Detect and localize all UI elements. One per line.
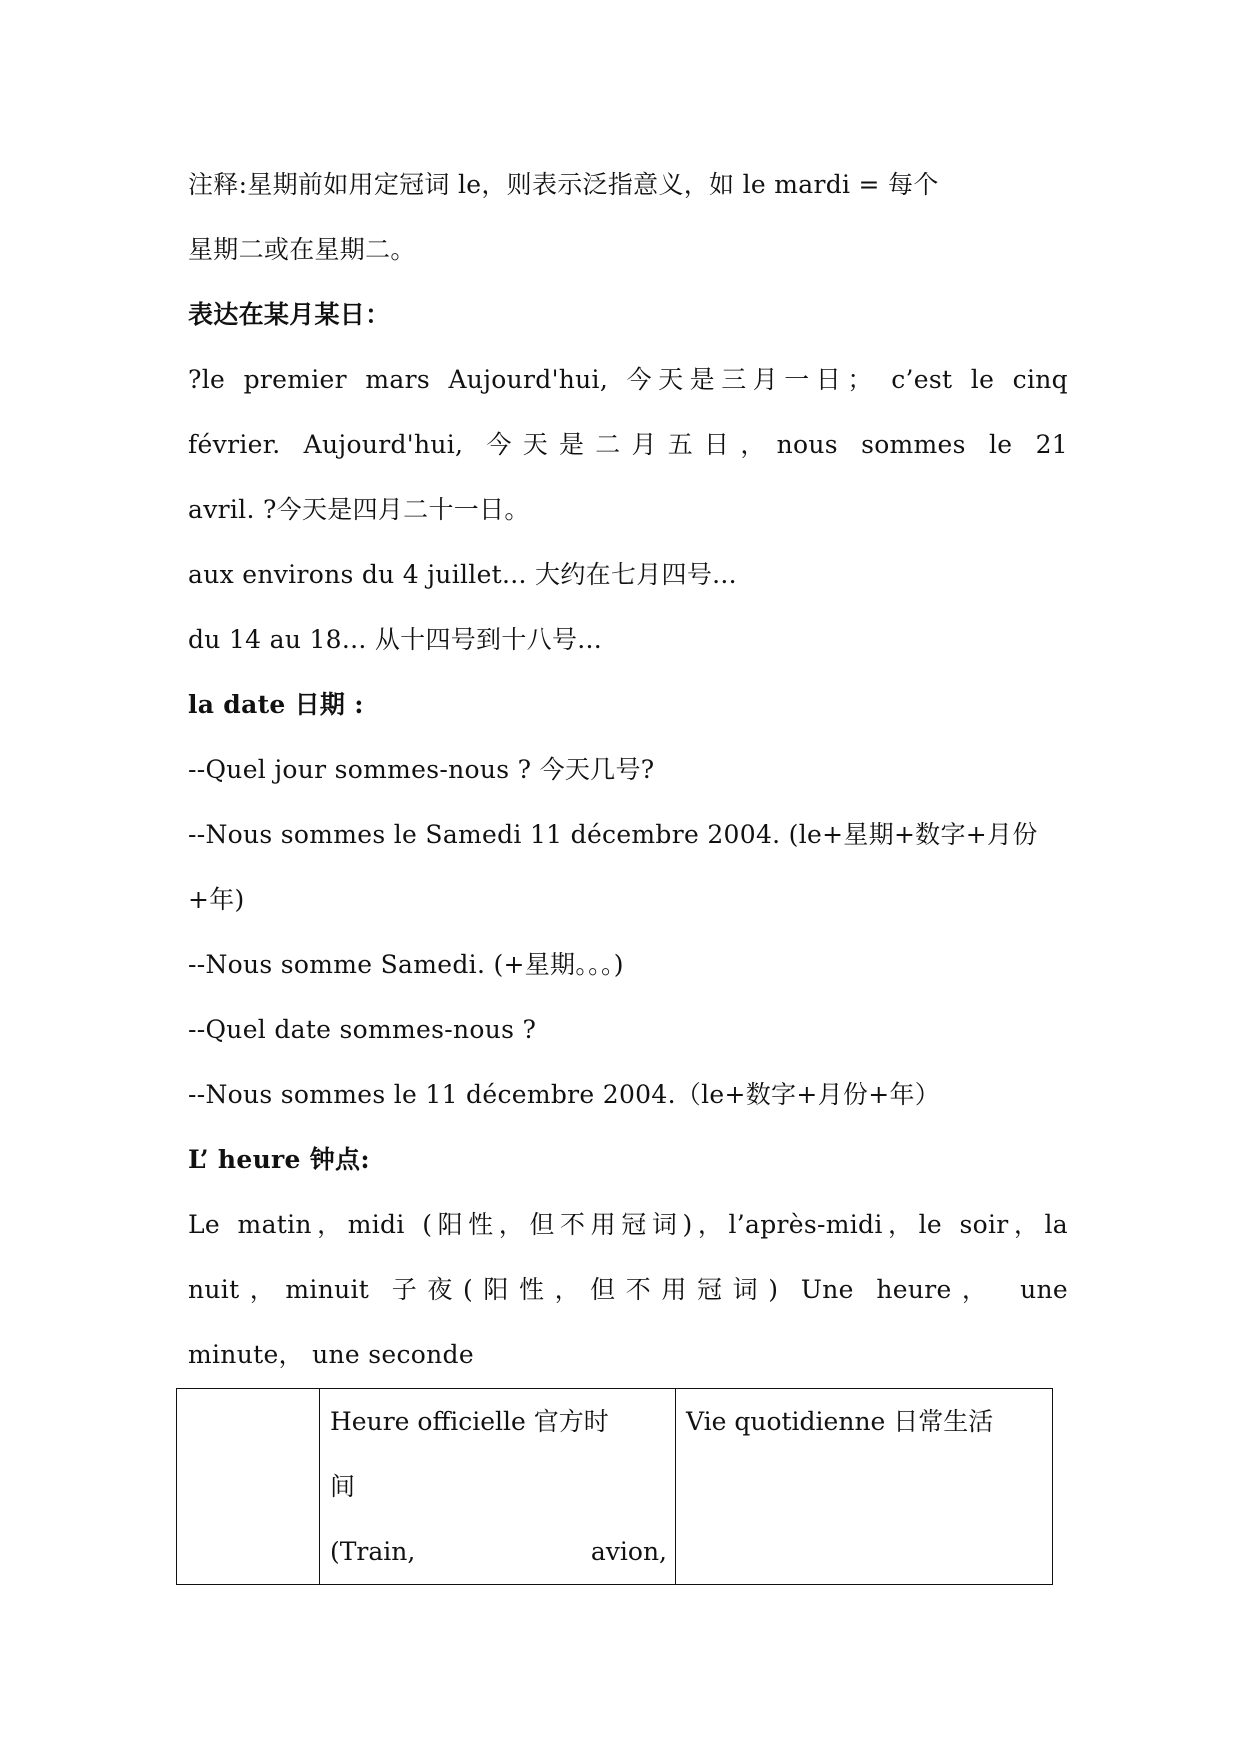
table-cell-vie-quotidienne: Vie quotidienne 日常生活 [676, 1389, 1053, 1585]
heure-line-2: nuit，minuit 子夜(阳性，但不用冠词) Une heure， une [188, 1275, 1068, 1304]
heading-la-date: la date 日期 : [188, 690, 364, 719]
answer-samedi-line-1: --Nous sommes le Samedi 11 décembre 2004. (le+星期+数字+月份 [188, 820, 1038, 849]
heure-officielle-line-1: Heure officielle 官方时 [330, 1407, 609, 1436]
example-line-2: février. Aujourd'hui, 今天是二月五日，nous sommes le 21 [188, 430, 1068, 459]
note-line-2: 星期二或在星期二。 [188, 235, 416, 264]
time-table-grid [176, 1388, 1053, 1585]
heure-line-1: Le matin，midi (阳性，但不用冠词)，l’après-midi，le soir，la [188, 1210, 1068, 1239]
heure-line-3: minute， une seconde [188, 1340, 474, 1369]
table-row [177, 1389, 1053, 1585]
example-line-1: ?le premier mars Aujourd'hui, 今天是三月一日； c’est le cinq [188, 365, 1068, 394]
question-quel-jour: --Quel jour sommes-nous ? 今天几号? [188, 755, 655, 784]
example-line-3: avril. ?今天是四月二十一日。 [188, 495, 530, 524]
heure-officielle-avion: avion, [590, 1537, 667, 1566]
answer-samedi-line-2: +年) [188, 885, 245, 914]
time-table [176, 1388, 1052, 1585]
table-cell-empty [177, 1389, 320, 1585]
heading-heure: L’ heure 钟点: [188, 1145, 370, 1174]
example-environs: aux environs du 4 juillet... 大约在七月四号... [188, 560, 737, 589]
answer-somme-samedi: --Nous somme Samedi. (+星期。。。) [188, 950, 624, 979]
note-line-1: 注释:星期前如用定冠词 le，则表示泛指意义，如 le mardi = 每个 [188, 170, 939, 199]
heure-officielle-line-2: 间 [330, 1472, 356, 1501]
heure-officielle-line-3 [330, 1519, 667, 1584]
heading-date-expression: 表达在某月某日： [188, 300, 391, 329]
table-cell-heure-officielle [320, 1389, 676, 1585]
question-quel-date: --Quel date sommes-nous ? [188, 1015, 537, 1044]
example-range: du 14 au 18... 从十四号到十八号... [188, 625, 603, 654]
document-body [188, 152, 1068, 1387]
answer-date: --Nous sommes le 11 décembre 2004.（le+数字+月份+年） [188, 1080, 941, 1109]
heure-officielle-train: (Train, [330, 1537, 416, 1566]
